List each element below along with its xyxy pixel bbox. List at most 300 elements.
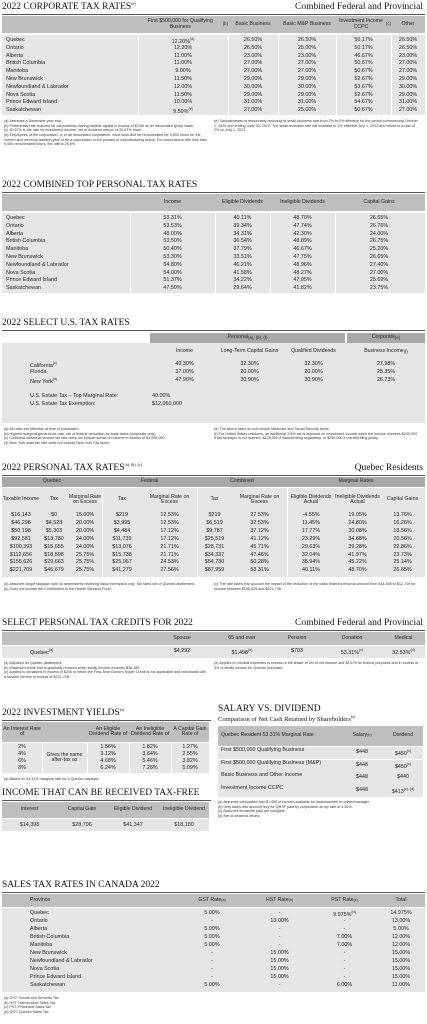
credits-right-title: Combined Federal and Provincial [295,618,423,628]
footnotes [4,661,209,680]
table-cell [312,951,377,956]
group-label: Federal [140,478,159,485]
col-header: An Eligible Dividend Rate of [88,725,128,737]
col-header: Other [401,20,415,27]
footnote: (a) Based on 53.31% marginal rate for a Quebec taxpayer. [4,777,100,781]
table-cell: 45.71% [250,543,269,550]
col-header: Income [175,348,193,355]
column-divider [42,743,43,773]
table-cell [312,943,377,948]
table-cell: 50.40% [163,246,182,253]
col-header: Eligible Dividend [113,806,153,813]
table-body [2,743,209,773]
table-row [2,648,425,656]
table-cell [177,951,247,956]
row-label: Saskatchewan [30,982,66,988]
table-cell [377,919,425,924]
header-text: Total [395,896,407,903]
table-cell: 1.27% [182,744,198,750]
table-cell [383,763,423,770]
table-cell: 25.35% [376,369,396,375]
table-cell: 53.53% [163,222,182,229]
value: 13.00% [270,918,289,924]
table-cell [247,943,312,948]
table-cell: $28,796 [72,822,92,828]
value: 15.00% [270,974,289,980]
table-cell: 32.30% [304,361,323,367]
value: 27.00% [297,60,317,67]
value: 50.17% [354,44,373,51]
table-cell: 11.45% [302,519,320,526]
corporate-title [2,2,136,13]
table-body [2,646,425,658]
table-cell: 46.67% [293,246,312,253]
value: 9.50% [173,108,189,115]
table-cell: $13,780 [44,535,64,542]
table-cell [138,77,228,82]
table-cell: 48.89% [293,238,312,245]
column-divider [130,213,131,293]
value: 12.00% [391,934,411,940]
table-cell: 47.90% [175,377,194,383]
value: 27.00% [398,68,418,75]
footnote: (a) GST: Goods and Services Tax [4,996,59,1000]
footnote-mark: (c) [353,897,358,902]
value: 5.00% [204,982,220,988]
value: 29.00% [243,91,263,98]
table-cell: 27.98% [376,361,396,367]
col-header: Tax [49,496,59,503]
col-header: Quebec Resident 53.31% Marginal Rate [221,732,314,739]
table-cell [177,943,247,948]
table-cell [177,935,247,940]
table-cell: 5.46% [142,758,158,764]
footnote: (c) The rate takes into account the impact of the reduction of the basic federal personal amount from $14,398 to $12,719 for income between $155,625 and $221,708. [214,582,416,591]
table-cell: $25,519 [204,535,225,542]
value: 10.00% [173,99,193,106]
table-cell: 7.28% [142,765,158,771]
row-label: Nova Scotia [30,966,60,972]
table-row [2,60,425,68]
divider [2,720,211,721]
table-row [2,84,425,92]
estate-value: $12,060,000 [152,401,182,407]
credits-section [0,604,427,664]
row-label: Manitoba [30,942,53,948]
table-cell: $100,393 [9,543,33,550]
table-cell: 42.30% [293,230,312,237]
top-personal-title: 2022 COMBINED TOP PERSONAL TAX RATES [2,180,198,190]
table-cell: 53.31% [250,567,269,574]
value: 15.00% [391,958,411,964]
row-label: Alberta [6,52,24,59]
value: - [278,942,281,948]
table-cell: $46,679 [44,567,64,574]
row-label: Ontario [6,44,24,51]
table-cell [138,108,228,115]
table-row [2,68,425,76]
value: 15.00% [270,950,289,956]
corporate-title-sup: (a) [131,1,136,6]
table-row [218,747,423,759]
table-row [2,76,425,84]
footnote: (a) Assumes corporation has $1,000 of income available for disbursement to owner/manager. [218,800,370,804]
column-divider [287,488,288,577]
table-cell: $9,787 [206,527,223,534]
yields-title: 2022 INVESTMENT YIELDS$^{(a)}$ [2,707,125,719]
row-label: Nova Scotia [6,91,36,98]
value: 29.00% [297,91,317,98]
footnote: (a) Adjusted for Quebec abatement. [4,661,63,665]
value: 31.00% [297,99,317,106]
row-label: Basic Business and Other Income [221,772,303,779]
value: 11.50% [174,91,192,98]
table-cell: $155,626 [9,559,33,566]
footnotes [4,119,209,147]
table-cell [177,911,247,916]
table-cell [312,919,377,924]
table-cell: 26.73% [376,377,396,383]
row-label: Prince Edward Island [6,99,57,106]
col-header: Dividend [392,732,414,739]
table-cell: 21.71% [160,551,179,558]
value: 29.00% [398,91,418,98]
row-label: Investment Income CCPC [221,785,284,792]
table-cell [228,61,278,66]
table-cell: $448 [356,787,368,794]
table-body [2,819,209,831]
table-cell [247,935,312,940]
table-row [2,567,425,575]
table-cell [228,85,278,90]
table-cell: $29,663 [44,559,64,566]
table-cell [278,100,336,105]
table-header [2,802,209,818]
row-label [30,378,57,385]
value: 30.00% [243,83,263,90]
value: - [211,974,213,980]
footnotes [4,582,209,591]
ptr-right-title: Quebec Residents [354,463,423,473]
table-row [2,45,425,53]
divider [2,892,425,893]
row-label: Manitoba [6,68,29,75]
table-cell: 53.31% [163,215,182,221]
value: 30.00% [398,83,418,90]
footnote: (b) Maximum credit that is gradually reduced when family income exceeds $36,180. [4,665,141,670]
table-cell: 48.27% [293,269,312,276]
col-header: Capital Gains [363,198,395,205]
table-cell: 36.54% [233,238,252,245]
value: 29.00% [243,76,263,82]
value: 5.00% [204,910,220,916]
value: 23.00% [297,52,317,59]
table-cell: $50,198 [11,527,31,534]
table-cell [177,919,247,924]
group-label: Marginal Rates [338,478,374,485]
table-row [2,520,425,528]
table-cell [377,975,425,980]
table-cell: 4% [18,751,26,757]
table-cell: 25.75% [75,551,95,558]
row-label [30,370,46,375]
table-cell: 12.53% [160,512,179,518]
us-title: 2022 SELECT U.S. TAX RATES [2,318,130,328]
table-cell: 18.56% [393,527,412,534]
table-cell: $112,656 [9,551,33,558]
table-cell [138,85,228,90]
table-cell [336,108,391,113]
table-cell: 20.56% [393,535,412,542]
estate-row [2,401,425,409]
row-label: Alberta [6,230,24,237]
footnotes [214,661,419,670]
value: 11.50% [174,76,192,82]
table-cell [278,85,336,90]
table-cell: 41.12% [250,535,269,542]
table-cell [336,85,391,90]
table-cell: 4.68% [100,758,116,764]
table-cell: 29.64% [233,285,252,292]
column-divider [335,213,336,293]
table-row [2,254,425,262]
table-cell: 1.56% [100,744,116,750]
personal-tax-section [0,457,427,597]
table-row [2,950,425,958]
us-estate [2,393,425,413]
table-cell: 37.12% [250,527,269,534]
table-cell [377,911,425,916]
col-header [2,894,162,907]
table-cell [336,61,391,66]
row-name: Quebec [30,649,49,656]
row-label: Prince Edward Island [30,974,81,980]
row-label: Prince Edward Island [6,277,57,284]
value: $450 [394,763,407,770]
value: - [278,926,281,932]
tax-free-section [0,778,213,838]
col-header: Long-Term Capital Gains [220,348,279,355]
value: 14.975% [390,910,412,916]
corporate-title-text: 2022 CORPORATE TAX RATES [2,2,132,13]
table-cell [312,967,377,972]
col-header: Taxable Income [2,496,40,503]
footnote: (d) Employees of the corporation, or of an associated corporation, must work and be remunerated for 5,500 hours for the current and previous taxation year or be a corporation in the primary or manufacturing sector. For corporations with less than 5,000 remunerated hours, the rate is 20.5%. [4,132,207,147]
value: 25.00% [297,107,317,114]
value: 15.00% [391,950,411,956]
footnote: (c) 30.67% is the rate on investment income, net of dividend refund, is 20.67% lower. [4,128,143,133]
table-cell: 23.29% [301,535,321,542]
table-cell: 47.50% [163,285,182,292]
row-label: Nova Scotia [6,269,36,276]
table-row [2,552,425,560]
footnote: (e) The above rates do not include Medicare and Social Security taxes. [214,427,330,431]
table-cell: 26.65% [369,215,389,221]
table-cell [391,100,425,105]
table-body [2,343,425,423]
table-cell [377,935,425,940]
col-header: Ineligible Dividends [280,198,325,205]
table-cell [391,46,425,51]
col-header: A Capital Gain Rate of [173,725,207,737]
value: 9.975% [333,911,352,918]
footnote-mark: (d) [52,377,58,381]
table-cell: $18,180 [174,822,194,828]
group-label: Quebec [42,478,62,485]
table-row [2,942,425,950]
table-row [2,361,425,369]
table-header [2,632,425,645]
table-row [2,285,425,293]
table-cell [312,983,377,988]
col-header: An Ineligible Dividend Rate of [130,725,170,737]
table-row [2,512,425,520]
footnote: (d) QST: Quebec Sales Tax [4,1009,49,1014]
table-cell: 20.00% [240,369,259,375]
table-cell: $13,076 [112,543,132,550]
row-label: Quebec [6,215,25,221]
table-cell [377,983,425,988]
column-divider [391,35,392,115]
table-cell [278,46,336,51]
footnote: (b) Only takes into account levy for QHSF paid by corporation at top rate of 4.26%. [218,804,353,809]
group-header-corporate [347,333,425,343]
table-cell: 33.51% [233,254,252,260]
footnote-mark: (c) [359,648,364,652]
col-header: Marginal Rate on Excess [239,493,280,505]
table-cell [177,983,247,988]
table-cell: 32.04% [301,551,321,558]
table-cell: 26.75% [369,238,389,245]
corporate-tax-section [0,0,427,160]
group-label: Combined [230,478,254,485]
table-cell [391,108,425,113]
table-row [2,238,425,246]
table-row [2,215,425,223]
table-cell: 30.08% [348,527,367,534]
table-body [2,908,425,992]
value: 5.00% [204,926,220,932]
sales-title: SALES TAX RATES IN CANADA 2022 [2,880,160,890]
table-cell: $4,484 [113,527,131,534]
table-cell: 53.30% [163,254,182,260]
table-cell: 26.65% [369,254,389,260]
salary-title: SALARY VS. DIVIDEND [218,704,321,714]
col-header [341,726,383,746]
table-cell [278,93,336,98]
footnote: (d) New York state tax rate does not include New York City taxes. [4,440,111,445]
table-cell: $54,730 [204,559,225,566]
table-cell: 48.70% [348,567,367,574]
table-cell: 34.68% [348,535,367,542]
table-cell [278,69,336,74]
value: $413 [391,788,404,795]
header-text: PST Rate [331,896,354,903]
table-cell: 48.96% [293,261,312,268]
corporate-right-title: Combined Federal and Provincial [295,2,423,12]
table-row [2,223,425,231]
table-row [2,926,425,934]
value: - [343,966,346,972]
table-cell: $6,519 [206,519,223,526]
row-label [30,649,53,656]
table-cell [336,38,391,43]
row-label: Newfoundland & Labrador [6,83,69,90]
table-cell: 25.20% [369,246,389,253]
column-divider [171,743,172,773]
table-cell: $5,303 [45,527,63,534]
value: - [211,950,213,956]
header-text: GST Rate [198,896,222,903]
middle-text: Gives the same after-tax as [46,751,83,763]
col-header: Interest [20,806,39,813]
col-header: Business Income (f) [364,348,408,355]
table-row [2,270,425,278]
table-cell [383,788,423,795]
table-cell: 25.69% [369,277,389,284]
table-cell: 32.30% [240,361,259,367]
footnote-mark: (c) [406,749,412,753]
value: 50.67% [354,60,373,67]
value: 53.67% [354,83,373,90]
value: 15.00% [391,966,411,972]
divider [2,475,425,476]
table-cell: $46,296 [11,519,31,526]
table-header [2,16,425,33]
value: 7.00% [336,934,353,940]
table-cell: $14,398 [19,822,40,828]
table-cell [278,77,336,82]
table-cell: 21.71% [160,543,179,550]
value: 26.50% [297,37,317,43]
col-header: Qualified Dividends [291,348,336,355]
table-cell: $25,067 [112,559,132,566]
table-cell [312,959,377,964]
col-header: Capital Gain [67,806,97,813]
row-label: Quebec [30,910,49,916]
table-cell: 17.12% [160,535,179,542]
table-cell [138,69,228,74]
footnotes [214,427,419,441]
footnote-mark: (c), (d) [403,787,415,792]
footnotes [214,582,419,591]
row-label: British Columbia [6,60,46,67]
group-label: Personal (a), (b), (f) [227,334,268,341]
table-row [218,772,423,784]
table-cell: 47.75% [293,254,312,260]
col-header [177,894,247,907]
table-cell: 30.90% [240,377,259,383]
salary-subtitle: Comparison of Net Cash Retained by Shareholders$^{(a)}$ [218,714,356,724]
footnotes [4,427,209,446]
table-cell: 41.58% [233,269,252,276]
table-cell [391,69,425,74]
row-label: Newfoundland & Labrador [6,261,69,268]
row-name: Florida [30,369,47,375]
col-header: First $500,000 for Qualifying Business (b) [147,18,228,30]
table-cell [228,38,278,43]
footnote-mark: (c) [52,361,57,365]
divider [2,630,425,631]
table-cell [336,100,391,105]
table-cell [228,77,278,82]
table-cell: $3,995 [113,519,131,526]
table-cell [278,54,336,59]
row-label: Ontario [6,222,24,229]
table-cell [228,46,278,51]
value: 9.00% [175,68,191,75]
value: - [278,910,281,916]
